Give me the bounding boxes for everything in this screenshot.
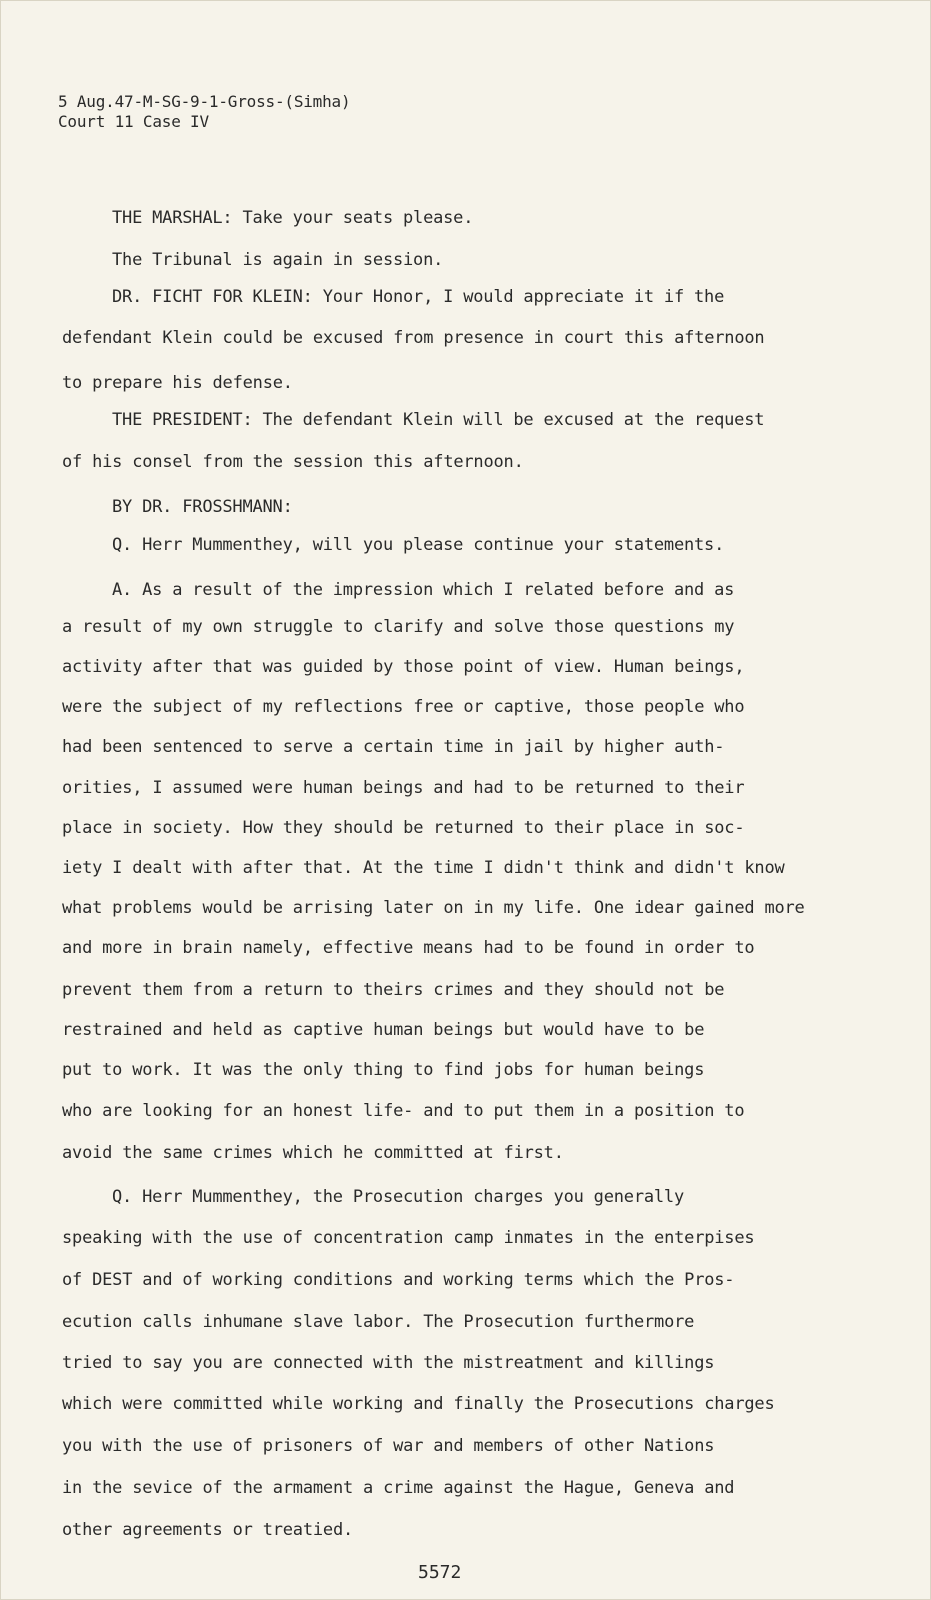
header-line-2: Court 11 Case IV bbox=[58, 112, 209, 131]
page-number: 5572 bbox=[418, 1562, 462, 1583]
text-line: avoid the same crimes which he committed at first. bbox=[62, 1143, 564, 1163]
text-line: a result of my own struggle to clarify and solve those questions my bbox=[62, 617, 735, 637]
text-line: THE MARSHAL: Take your seats please. bbox=[112, 208, 474, 228]
text-line: what problems would be arrising later on in my life. One idear gained more bbox=[62, 898, 805, 918]
text-line: The Tribunal is again in session. bbox=[112, 250, 444, 270]
text-line: who are looking for an honest life- and to put them in a position to bbox=[62, 1101, 745, 1121]
text-line: iety I dealt with after that. At the time I didn't think and didn't know bbox=[62, 858, 785, 878]
text-line: A. As a result of the impression which I related before and as bbox=[112, 580, 735, 600]
text-line: prevent them from a return to theirs crimes and they should not be bbox=[62, 980, 725, 1000]
text-line: of DEST and of working conditions and working terms which the Pros- bbox=[62, 1270, 735, 1290]
text-line: tried to say you are connected with the mistreatment and killings bbox=[62, 1353, 715, 1373]
text-line: you with the use of prisoners of war and members of other Nations bbox=[62, 1436, 715, 1456]
text-line: put to work. It was the only thing to find jobs for human beings bbox=[62, 1060, 705, 1080]
text-line: defendant Klein could be excused from presence in court this afternoon bbox=[62, 328, 765, 348]
text-line: THE PRESIDENT: The defendant Klein will be excused at the request bbox=[112, 410, 765, 430]
text-line: had been sentenced to serve a certain time in jail by higher auth- bbox=[62, 737, 725, 757]
text-line: in the sevice of the armament a crime against the Hague, Geneva and bbox=[62, 1478, 735, 1498]
text-line: ecution calls inhumane slave labor. The Prosecution furthermore bbox=[62, 1312, 695, 1332]
text-line: restrained and held as captive human beings but would have to be bbox=[62, 1020, 705, 1040]
text-line: of his consel from the session this afternoon. bbox=[62, 452, 524, 472]
text-line: Q. Herr Mummenthey, the Prosecution charges you generally bbox=[112, 1187, 684, 1207]
text-line: place in society. How they should be returned to their place in soc- bbox=[62, 818, 745, 838]
text-line: DR. FICHT FOR KLEIN: Your Honor, I would appreciate it if the bbox=[112, 287, 725, 307]
text-line: activity after that was guided by those point of view. Human beings, bbox=[62, 657, 745, 677]
text-line: Q. Herr Mummenthey, will you please continue your statements. bbox=[112, 535, 725, 555]
text-line: BY DR. FROSSHMANN: bbox=[112, 497, 293, 517]
text-line: to prepare his defense. bbox=[62, 373, 293, 393]
text-line: speaking with the use of concentration camp inmates in the enterpises bbox=[62, 1228, 755, 1248]
text-line: other agreements or treatied. bbox=[62, 1520, 354, 1540]
header-line-1: 5 Aug.47-M-SG-9-1-Gross-(Simha) bbox=[58, 92, 351, 111]
text-line: orities, I assumed were human beings and had to be returned to their bbox=[62, 778, 745, 798]
text-line: were the subject of my reflections free or captive, those people who bbox=[62, 697, 745, 717]
text-line: and more in brain namely, effective means had to be found in order to bbox=[62, 938, 755, 958]
text-line: which were committed while working and finally the Prosecutions charges bbox=[62, 1394, 775, 1414]
